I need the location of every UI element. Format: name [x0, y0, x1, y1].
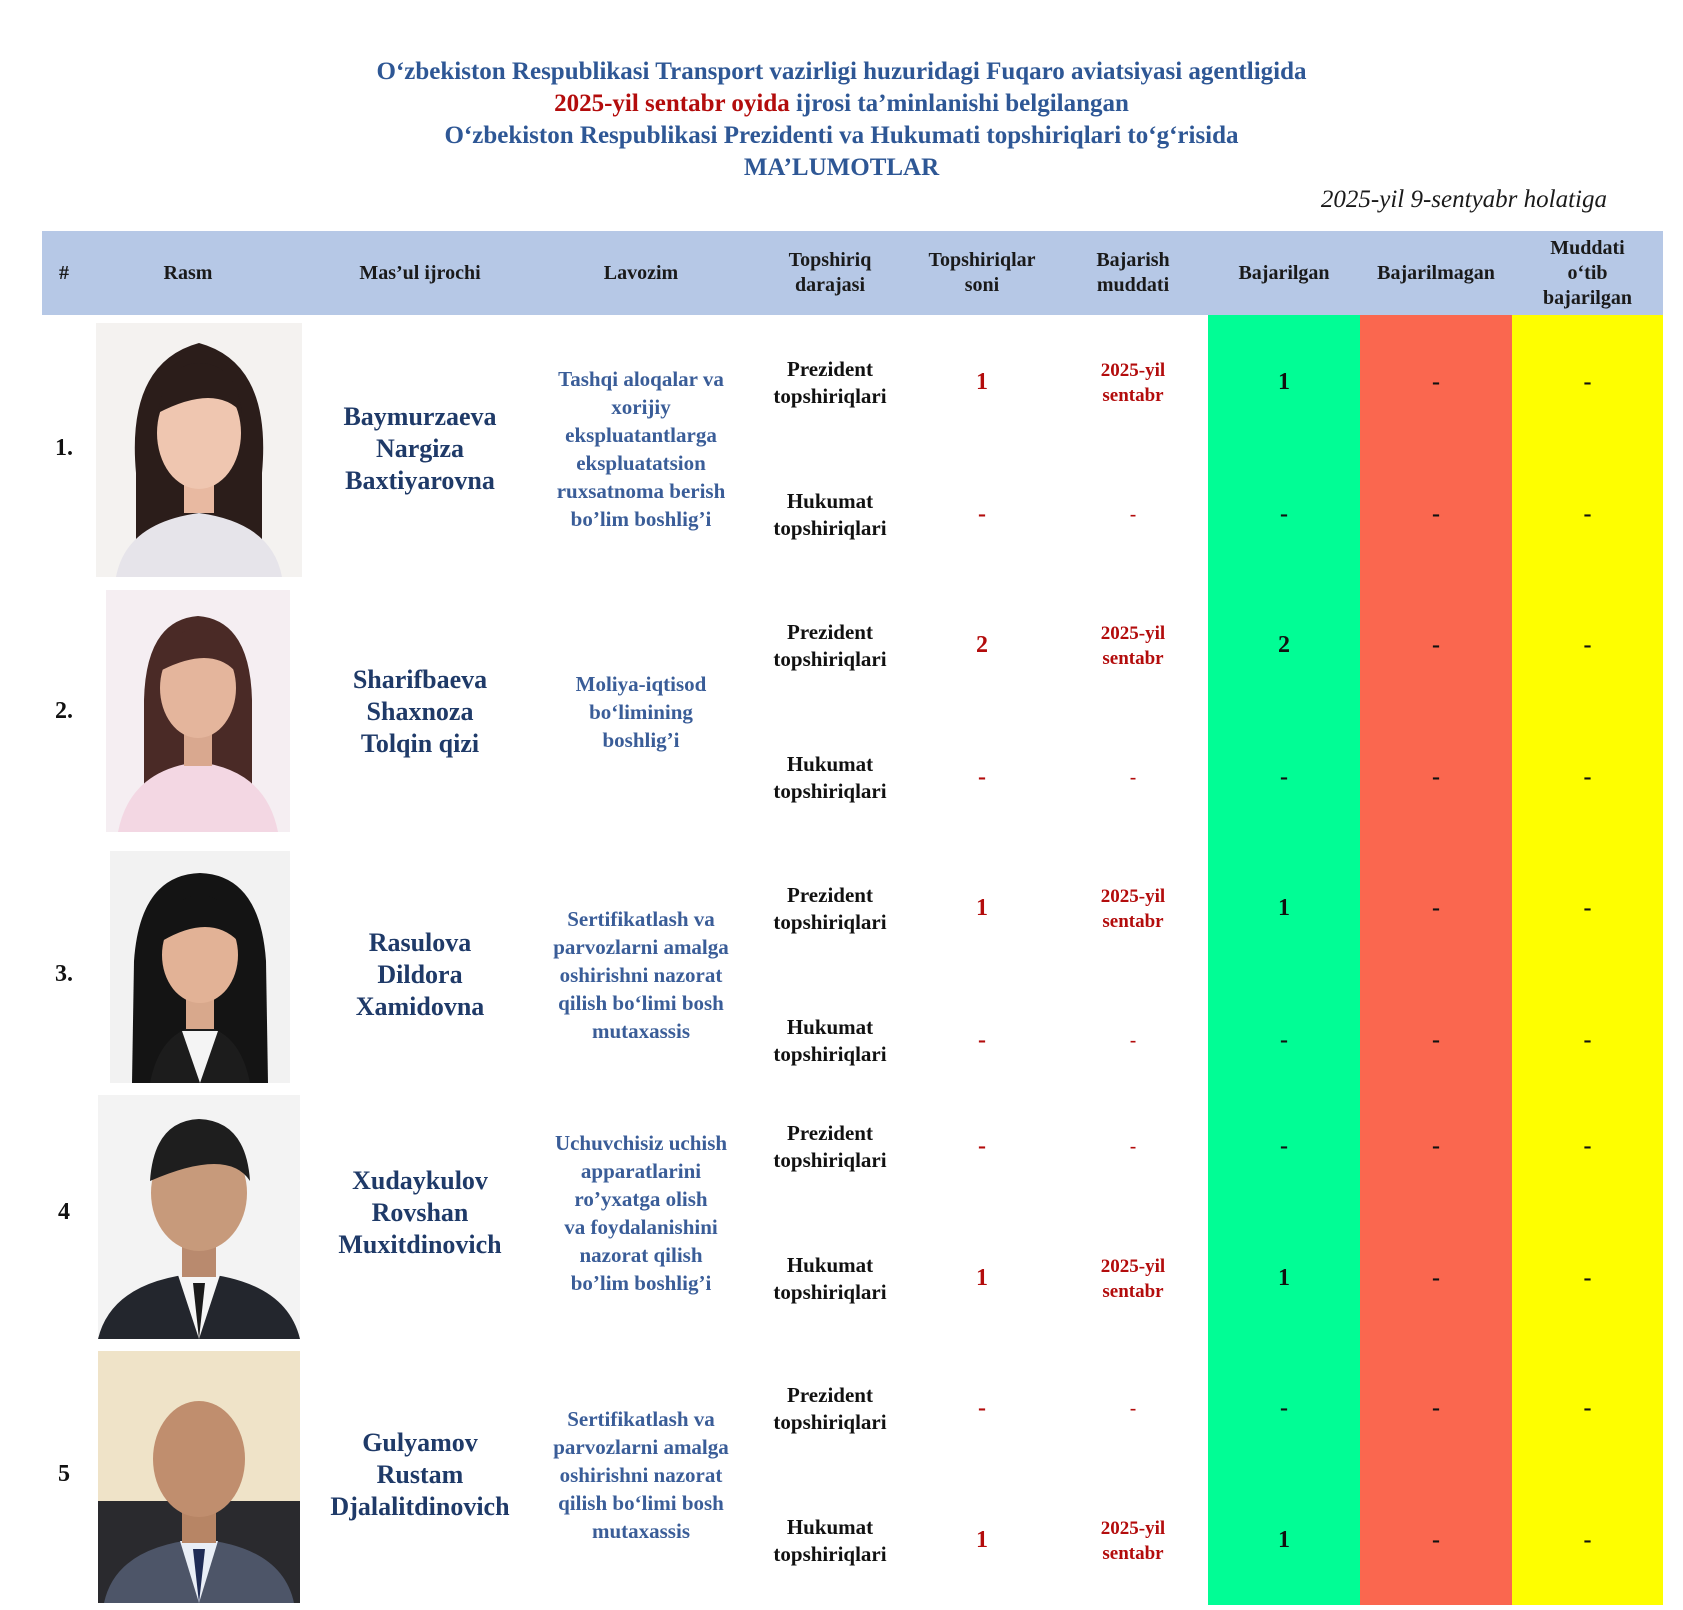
task-not-done: -: [1432, 1265, 1440, 1291]
row-number: 3.: [55, 961, 73, 987]
row-number: 4: [58, 1199, 70, 1225]
task-late-done: -: [1583, 501, 1592, 527]
task-deadline: 2025-yil sentabr: [1100, 1255, 1166, 1302]
task-row-prezident: [0, 317, 1683, 448]
task-late-done: -: [1583, 632, 1592, 658]
title-period: 2025-yil sentabr oyida: [554, 90, 790, 117]
task-level: Prezident topshiriqlari: [773, 1120, 887, 1172]
row-number: 5: [58, 1461, 70, 1487]
table-row: [0, 843, 1683, 1106]
col-header-executor: Mas’ul ijrochi: [359, 261, 481, 284]
title-line-4: MA’LUMOTLAR: [743, 154, 940, 181]
title-line-2: [0, 88, 1683, 120]
task-level: Prezident topshiriqlari: [773, 619, 887, 671]
task-count: 1: [976, 895, 988, 921]
table-row: [0, 580, 1683, 843]
task-row-prezident: [0, 1081, 1683, 1212]
task-done: 1: [1278, 895, 1290, 921]
task-not-done: -: [1432, 1527, 1440, 1553]
table-row: [0, 317, 1683, 580]
task-late-done: -: [1583, 1133, 1592, 1159]
task-count: -: [978, 501, 986, 527]
task-level: Hukumat topshiriqlari: [773, 751, 887, 803]
executor-name: Sharifbaeva Shaxnoza Tolqin qizi: [352, 664, 488, 758]
task-done: 1: [1278, 369, 1290, 395]
task-row-hukumat: [0, 449, 1683, 580]
task-deadline: -: [1129, 767, 1137, 788]
task-level: Hukumat topshiriqlari: [773, 488, 887, 540]
task-deadline: -: [1129, 1030, 1137, 1051]
executor-position: Moliya-iqtisod bo‘limining boshlig’i: [575, 671, 707, 752]
task-deadline: 2025-yil sentabr: [1100, 1517, 1166, 1564]
title-line-3: O‘zbekiston Respublikasi Prezidenti va Hukumati topshiriqlari to‘g‘risida: [444, 122, 1239, 149]
title-line-1: O‘zbekiston Respublikasi Transport vazirligi huzuridagi Fuqaro aviatsiyasi agentligida: [376, 58, 1307, 85]
table-row: [0, 1343, 1683, 1606]
task-not-done: -: [1432, 632, 1440, 658]
task-done: -: [1280, 501, 1288, 527]
task-not-done: -: [1432, 369, 1440, 395]
task-row-prezident: [0, 843, 1683, 974]
task-row-hukumat: [0, 712, 1683, 843]
title-line-2-rest: ijrosi ta’minlanishi belgilangan: [789, 90, 1129, 117]
task-not-done: -: [1432, 501, 1440, 527]
task-done: -: [1280, 1027, 1288, 1053]
task-deadline: -: [1129, 504, 1137, 525]
task-late-done: -: [1583, 895, 1592, 921]
col-header-level: Topshiriq darajasi: [788, 249, 872, 296]
executor-position: Uchuvchisiz uchish apparatlarini ro’yxatga olish va foydalanishini nazorat qilish bo’lim boshlig’i: [554, 1130, 728, 1295]
col-header-photo: Rasm: [163, 261, 213, 284]
task-not-done: -: [1432, 895, 1440, 921]
task-count: 2: [976, 632, 988, 658]
task-count: -: [978, 1133, 986, 1159]
task-deadline: -: [1129, 1398, 1137, 1419]
task-done: -: [1280, 1133, 1288, 1159]
table-row: [0, 1081, 1683, 1344]
row-number: 1.: [55, 435, 73, 461]
task-done: -: [1280, 764, 1288, 790]
task-not-done: -: [1432, 1027, 1440, 1053]
task-not-done: -: [1432, 764, 1440, 790]
task-done: 1: [1278, 1265, 1290, 1291]
task-row-prezident: [0, 1343, 1683, 1474]
executor-position: Sertifikatlash va parvozlarni amalga oshirishni nazorat qilish bo‘limi bosh mutaxassis: [553, 1406, 729, 1543]
task-not-done: -: [1432, 1395, 1440, 1421]
executor-name: Baymurzaeva Nargiza Baxtiyarovna: [343, 401, 497, 495]
executor-position: Sertifikatlash va parvozlarni amalga oshirishni nazorat qilish bo‘limi bosh mutaxassis: [553, 906, 729, 1043]
task-late-done: -: [1583, 369, 1592, 395]
task-deadline: 2025-yil sentabr: [1100, 622, 1166, 669]
task-done: -: [1280, 1395, 1288, 1421]
task-count: 1: [976, 1265, 988, 1291]
task-level: Prezident topshiriqlari: [773, 356, 887, 408]
col-header-num: #: [59, 261, 69, 284]
task-count: 1: [976, 1527, 988, 1553]
task-level: Hukumat topshiriqlari: [773, 1014, 887, 1066]
task-not-done: -: [1432, 1133, 1440, 1159]
task-deadline: 2025-yil sentabr: [1100, 885, 1166, 932]
executor-name: Gulyamov Rustam Djalalitdinovich: [330, 1427, 510, 1521]
task-deadline: 2025-yil sentabr: [1100, 359, 1166, 406]
task-count: 1: [976, 369, 988, 395]
task-deadline: -: [1129, 1136, 1137, 1157]
task-late-done: -: [1583, 1395, 1592, 1421]
task-level: Hukumat topshiriqlari: [773, 1514, 887, 1566]
task-late-done: -: [1583, 764, 1592, 790]
table-header: [42, 231, 1663, 315]
row-number: 2.: [55, 698, 73, 724]
task-row-prezident: [0, 580, 1683, 711]
task-level: Prezident topshiriqlari: [773, 882, 887, 934]
executor-name: Rasulova Dildora Xamidovna: [355, 927, 485, 1021]
task-row-hukumat: [0, 1213, 1683, 1344]
task-late-done: -: [1583, 1527, 1592, 1553]
col-header-deadline: Bajarish muddati: [1096, 249, 1170, 296]
executor-position: Tashqi aloqalar va xorijiy ekspluatantlarga ekspluatatsion ruxsatnoma berish bo’lim boshlig’i: [556, 366, 726, 531]
col-header-not-done: Bajarilmagan: [1377, 261, 1495, 284]
task-late-done: -: [1583, 1265, 1592, 1291]
task-level: Prezident topshiriqlari: [773, 1382, 887, 1434]
task-count: -: [978, 1395, 986, 1421]
col-header-count: Topshiriqlar soni: [928, 249, 1036, 296]
task-row-hukumat: [0, 1475, 1683, 1606]
task-done: 2: [1278, 632, 1290, 658]
col-header-done: Bajarilgan: [1238, 261, 1330, 284]
col-header-late-done: Muddati o‘tib bajarilgan: [1543, 236, 1632, 309]
report-title: [0, 56, 1683, 184]
task-late-done: -: [1583, 1027, 1592, 1053]
as-of-date: 2025-yil 9-sentyabr holatiga: [1320, 186, 1607, 213]
task-count: -: [978, 764, 986, 790]
executor-name: Xudaykulov Rovshan Muxitdinovich: [338, 1165, 502, 1259]
task-level: Hukumat topshiriqlari: [773, 1252, 887, 1304]
col-header-position: Lavozim: [603, 261, 679, 284]
task-done: 1: [1278, 1527, 1290, 1553]
task-count: -: [978, 1027, 986, 1053]
